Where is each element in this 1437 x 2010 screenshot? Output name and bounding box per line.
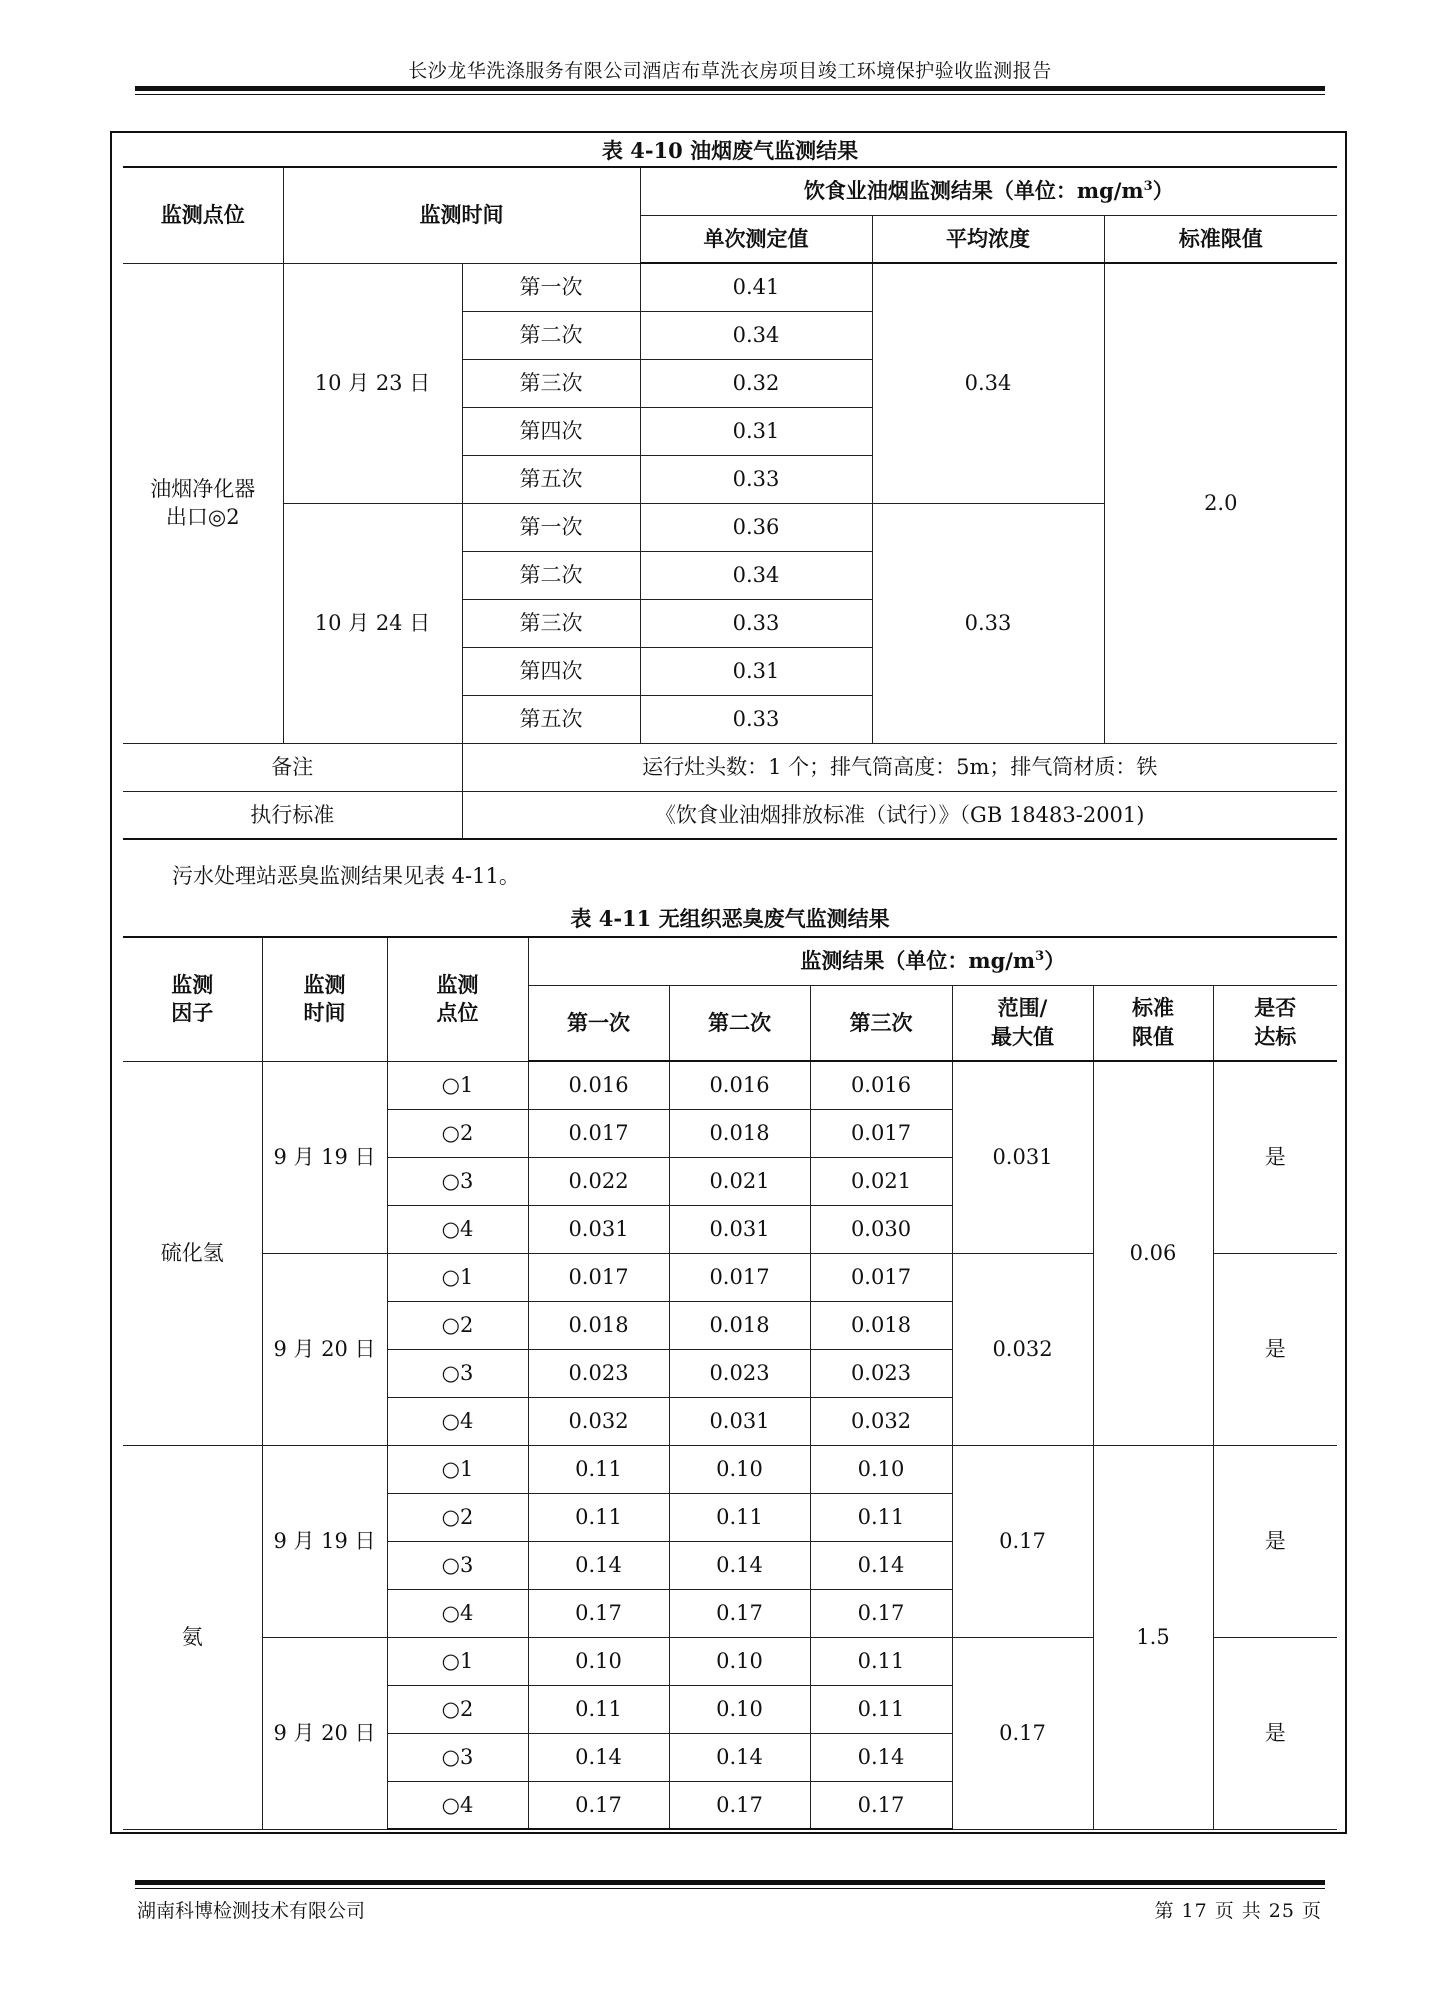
third-value-cell: 0.023 <box>810 1349 952 1397</box>
point-cell: ○4 <box>387 1397 528 1445</box>
col-factor-header: 监测 因子 <box>123 937 262 1061</box>
round-cell: 第二次 <box>462 551 640 599</box>
point-cell: ○2 <box>387 1685 528 1733</box>
date-cell: 9 月 20 日 <box>262 1253 387 1445</box>
point-cell: ○4 <box>387 1205 528 1253</box>
factor-cell: 氨 <box>123 1445 262 1829</box>
first-value-cell: 0.14 <box>528 1541 669 1589</box>
third-value-cell: 0.017 <box>810 1253 952 1301</box>
round-cell: 第一次 <box>462 263 640 311</box>
remark-label: 备注 <box>123 743 462 791</box>
first-value-cell: 0.11 <box>528 1493 669 1541</box>
point-cell: ○1 <box>387 1061 528 1109</box>
third-value-cell: 0.14 <box>810 1733 952 1781</box>
standard-text: 《饮食业油烟排放标准（试行）》（GB 18483-2001) <box>462 791 1337 839</box>
third-value-cell: 0.17 <box>810 1781 952 1829</box>
round-cell: 第三次 <box>462 359 640 407</box>
col-third-header: 第三次 <box>810 985 952 1061</box>
third-value-cell: 0.016 <box>810 1061 952 1109</box>
standard-label: 执行标准 <box>123 791 462 839</box>
point-cell: ○1 <box>387 1637 528 1685</box>
second-value-cell: 0.10 <box>669 1637 810 1685</box>
first-value-cell: 0.032 <box>528 1397 669 1445</box>
value-cell: 0.31 <box>640 647 872 695</box>
page-header: 长沙龙华洗涤服务有限公司酒店布草洗衣房项目竣工环境保护验收监测报告 <box>408 60 1052 82</box>
date-cell: 10 月 24 日 <box>283 503 462 743</box>
col-time-header: 监测时间 <box>283 167 640 263</box>
table1-caption: 表 4-10 油烟废气监测结果 <box>601 138 859 163</box>
value-cell: 0.34 <box>640 551 872 599</box>
date-cell: 9 月 19 日 <box>262 1445 387 1637</box>
round-cell: 第五次 <box>462 695 640 743</box>
limit-cell: 1.5 <box>1093 1445 1213 1829</box>
third-value-cell: 0.021 <box>810 1157 952 1205</box>
round-cell: 第二次 <box>462 311 640 359</box>
third-value-cell: 0.018 <box>810 1301 952 1349</box>
point-cell: ○2 <box>387 1301 528 1349</box>
value-cell: 0.36 <box>640 503 872 551</box>
second-value-cell: 0.017 <box>669 1253 810 1301</box>
first-value-cell: 0.018 <box>528 1301 669 1349</box>
value-cell: 0.33 <box>640 599 872 647</box>
date-cell: 9 月 20 日 <box>262 1637 387 1829</box>
avg-cell: 0.33 <box>872 503 1104 743</box>
footer-rule-thin <box>135 1888 1325 1889</box>
third-value-cell: 0.14 <box>810 1541 952 1589</box>
first-value-cell: 0.022 <box>528 1157 669 1205</box>
second-value-cell: 0.14 <box>669 1541 810 1589</box>
point-cell: ○2 <box>387 1109 528 1157</box>
first-value-cell: 0.10 <box>528 1637 669 1685</box>
col-time-header: 监测 时间 <box>262 937 387 1061</box>
point-cell: ○2 <box>387 1493 528 1541</box>
limit-cell: 2.0 <box>1104 263 1337 743</box>
col-point-header: 监测 点位 <box>387 937 528 1061</box>
point-cell: ○4 <box>387 1589 528 1637</box>
first-value-cell: 0.11 <box>528 1445 669 1493</box>
point-cell: ○3 <box>387 1349 528 1397</box>
second-value-cell: 0.11 <box>669 1493 810 1541</box>
round-cell: 第四次 <box>462 407 640 455</box>
col-single-header: 单次测定值 <box>640 215 872 263</box>
point-cell: 油烟净化器 出口◎2 <box>123 263 283 743</box>
paragraph: 污水处理站恶臭监测结果见表 4-11。 <box>172 864 520 888</box>
first-value-cell: 0.017 <box>528 1253 669 1301</box>
table-row <box>123 263 1337 311</box>
second-value-cell: 0.016 <box>669 1061 810 1109</box>
footer-page-info: 第 17 页 共 25 页 <box>1154 1900 1322 1922</box>
value-cell: 0.41 <box>640 263 872 311</box>
third-value-cell: 0.032 <box>810 1397 952 1445</box>
second-value-cell: 0.17 <box>669 1781 810 1829</box>
second-value-cell: 0.023 <box>669 1349 810 1397</box>
oil-fume-table <box>123 166 1337 840</box>
second-value-cell: 0.14 <box>669 1733 810 1781</box>
max-cell: 0.17 <box>952 1637 1093 1829</box>
third-value-cell: 0.11 <box>810 1685 952 1733</box>
second-value-cell: 0.17 <box>669 1589 810 1637</box>
second-value-cell: 0.031 <box>669 1397 810 1445</box>
col-first-header: 第一次 <box>528 985 669 1061</box>
round-cell: 第一次 <box>462 503 640 551</box>
third-value-cell: 0.017 <box>810 1109 952 1157</box>
round-cell: 第五次 <box>462 455 640 503</box>
avg-cell: 0.34 <box>872 263 1104 503</box>
round-cell: 第三次 <box>462 599 640 647</box>
table2-caption: 表 4-11 无组织恶臭废气监测结果 <box>570 906 890 931</box>
limit-cell: 0.06 <box>1093 1061 1213 1445</box>
first-value-cell: 0.14 <box>528 1733 669 1781</box>
point-cell: ○3 <box>387 1541 528 1589</box>
point-cell: ○1 <box>387 1253 528 1301</box>
value-cell: 0.33 <box>640 455 872 503</box>
first-value-cell: 0.17 <box>528 1589 669 1637</box>
col-ok-header: 是否 达标 <box>1213 985 1337 1061</box>
col-second-header: 第二次 <box>669 985 810 1061</box>
value-cell: 0.34 <box>640 311 872 359</box>
second-value-cell: 0.018 <box>669 1109 810 1157</box>
second-value-cell: 0.021 <box>669 1157 810 1205</box>
point-cell: ○4 <box>387 1781 528 1829</box>
second-value-cell: 0.10 <box>669 1445 810 1493</box>
compliance-cell: 是 <box>1213 1445 1337 1637</box>
first-value-cell: 0.031 <box>528 1205 669 1253</box>
factor-cell: 硫化氢 <box>123 1061 262 1445</box>
third-value-cell: 0.11 <box>810 1637 952 1685</box>
third-value-cell: 0.11 <box>810 1493 952 1541</box>
odor-table <box>123 936 1337 1830</box>
first-value-cell: 0.023 <box>528 1349 669 1397</box>
third-value-cell: 0.17 <box>810 1589 952 1637</box>
table-row <box>123 1061 1337 1109</box>
point-cell: ○3 <box>387 1157 528 1205</box>
col-limit-header: 标准限值 <box>1104 215 1337 263</box>
value-cell: 0.32 <box>640 359 872 407</box>
date-cell: 10 月 23 日 <box>283 263 462 503</box>
max-cell: 0.17 <box>952 1445 1093 1637</box>
remark-text: 运行灶头数：1 个；排气筒高度：5m；排气筒材质：铁 <box>462 743 1337 791</box>
value-cell: 0.33 <box>640 695 872 743</box>
max-cell: 0.031 <box>952 1061 1093 1253</box>
date-cell: 9 月 19 日 <box>262 1061 387 1253</box>
third-value-cell: 0.10 <box>810 1445 952 1493</box>
max-cell: 0.032 <box>952 1253 1093 1445</box>
first-value-cell: 0.017 <box>528 1109 669 1157</box>
second-value-cell: 0.031 <box>669 1205 810 1253</box>
footer-company: 湖南科博检测技术有限公司 <box>137 1900 366 1922</box>
compliance-cell: 是 <box>1213 1637 1337 1829</box>
col-range-header: 范围/ 最大值 <box>952 985 1093 1061</box>
first-value-cell: 0.11 <box>528 1685 669 1733</box>
footer-rule <box>135 1880 1325 1885</box>
compliance-cell: 是 <box>1213 1253 1337 1445</box>
second-value-cell: 0.10 <box>669 1685 810 1733</box>
first-value-cell: 0.016 <box>528 1061 669 1109</box>
value-cell: 0.31 <box>640 407 872 455</box>
header-rule-thin <box>135 94 1325 95</box>
header-rule <box>135 86 1325 91</box>
first-value-cell: 0.17 <box>528 1781 669 1829</box>
point-cell: ○3 <box>387 1733 528 1781</box>
compliance-cell: 是 <box>1213 1061 1337 1253</box>
point-cell: ○1 <box>387 1445 528 1493</box>
group-header: 饮食业油烟监测结果（单位：$mg/m^3$） <box>640 167 1337 215</box>
round-cell: 第四次 <box>462 647 640 695</box>
col-limit-header: 标准 限值 <box>1093 985 1213 1061</box>
group-header: 监测结果（单位：$mg/m^3$） <box>528 937 1337 985</box>
col-avg-header: 平均浓度 <box>872 215 1104 263</box>
col-point-header: 监测点位 <box>123 167 283 263</box>
third-value-cell: 0.030 <box>810 1205 952 1253</box>
table-row <box>123 1445 1337 1493</box>
second-value-cell: 0.018 <box>669 1301 810 1349</box>
